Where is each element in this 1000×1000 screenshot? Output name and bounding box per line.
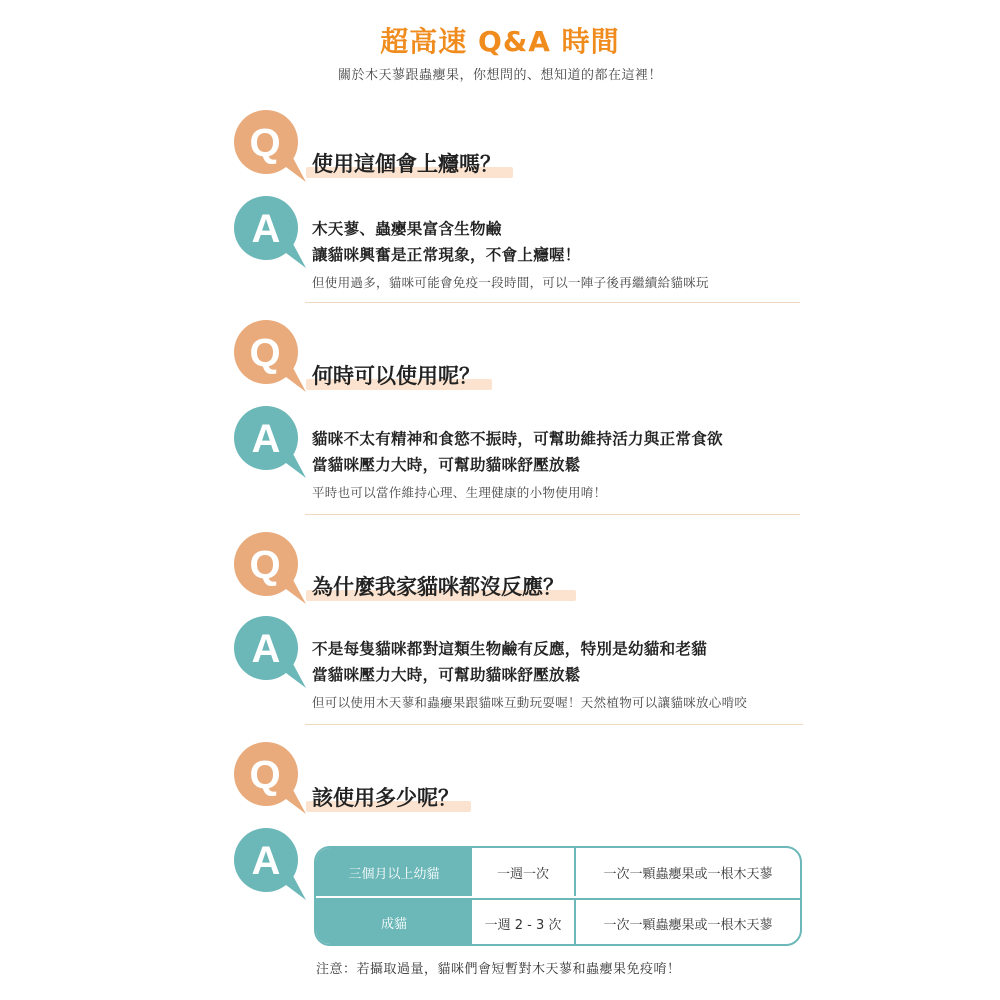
answer-line: 不是每隻貓咪都對這類生物鹼有反應，特別是幼貓和老貓 [312, 640, 708, 658]
table-row [316, 896, 800, 946]
question-title [312, 150, 509, 178]
page-subtitle: 關於木天蓼跟蟲癭果，你想問的、想知道的都在這裡！ [337, 68, 662, 83]
question-title [312, 573, 572, 601]
answer-line: 木天蓼、蟲癭果富含生物鹼 [312, 220, 502, 238]
answer-line: 讓貓咪興奮是正常現象，不會上癮喔！ [312, 246, 581, 264]
table-cell-age: 成貓 [316, 898, 472, 946]
question-title [312, 784, 467, 812]
answer-note: 平時也可以當作維持心理、生理健康的小物使用唷！ [312, 485, 607, 500]
answer-line: 當貓咪壓力大時，可幫助貓咪舒壓放鬆 [312, 666, 581, 684]
q-badge-icon [232, 318, 312, 398]
a-badge-icon [232, 826, 312, 906]
table-cell-frequency: 一週 2 - 3 次 [472, 898, 576, 946]
divider [305, 724, 803, 725]
q-letter: Q [249, 331, 281, 375]
answer-line: 貓咪不太有精神和食慾不振時，可幫助維持活力與正常食欲 [312, 430, 723, 448]
answer-block [312, 636, 747, 714]
table-row [316, 848, 800, 896]
question-title [312, 362, 488, 390]
q-badge-icon [232, 530, 312, 610]
q-letter: Q [249, 121, 281, 165]
a-letter: A [251, 417, 281, 461]
a-letter: A [251, 839, 281, 883]
table-cell-amount: 一次一顆蟲癭果或一根木天蓼 [603, 866, 773, 882]
question-text: 該使用多少呢？ [312, 786, 459, 810]
caution-note: 注意：若攝取過量，貓咪們會短暫對木天蓼和蟲癭果免疫唷！ [316, 962, 681, 977]
q-badge-icon [232, 108, 312, 188]
q-badge-icon [232, 740, 312, 820]
a-badge-icon [232, 614, 312, 694]
question-text: 何時可以使用呢？ [312, 364, 480, 388]
answer-note: 但可以使用木天蓼和蟲癭果跟貓咪互動玩耍喔！天然植物可以讓貓咪放心啃咬 [312, 695, 748, 710]
question-text: 使用這個會上癮嗎？ [312, 152, 501, 176]
usage-table [314, 846, 802, 946]
a-letter: A [251, 627, 281, 671]
a-letter: A [251, 207, 281, 251]
answer-block [312, 426, 723, 504]
table-cell-frequency: 一週一次 [472, 848, 576, 896]
divider [305, 514, 800, 515]
answer-block [312, 216, 709, 294]
table-cell-amount: 一次一顆蟲癭果或一根木天蓼 [576, 898, 800, 946]
divider [305, 302, 800, 303]
answer-line: 當貓咪壓力大時，可幫助貓咪舒壓放鬆 [312, 456, 581, 474]
question-text: 為什麼我家貓咪都沒反應？ [312, 575, 564, 599]
a-badge-icon [232, 194, 312, 274]
a-badge-icon [232, 404, 312, 484]
answer-note: 但使用過多，貓咪可能會免疫一段時間，可以一陣子後再繼續給貓咪玩 [312, 275, 709, 290]
table-cell-age: 三個月以上幼貓 [316, 848, 472, 896]
page-title: 超高速 Q&A 時間 [380, 25, 620, 58]
q-letter: Q [249, 543, 281, 587]
q-letter: Q [249, 753, 281, 797]
